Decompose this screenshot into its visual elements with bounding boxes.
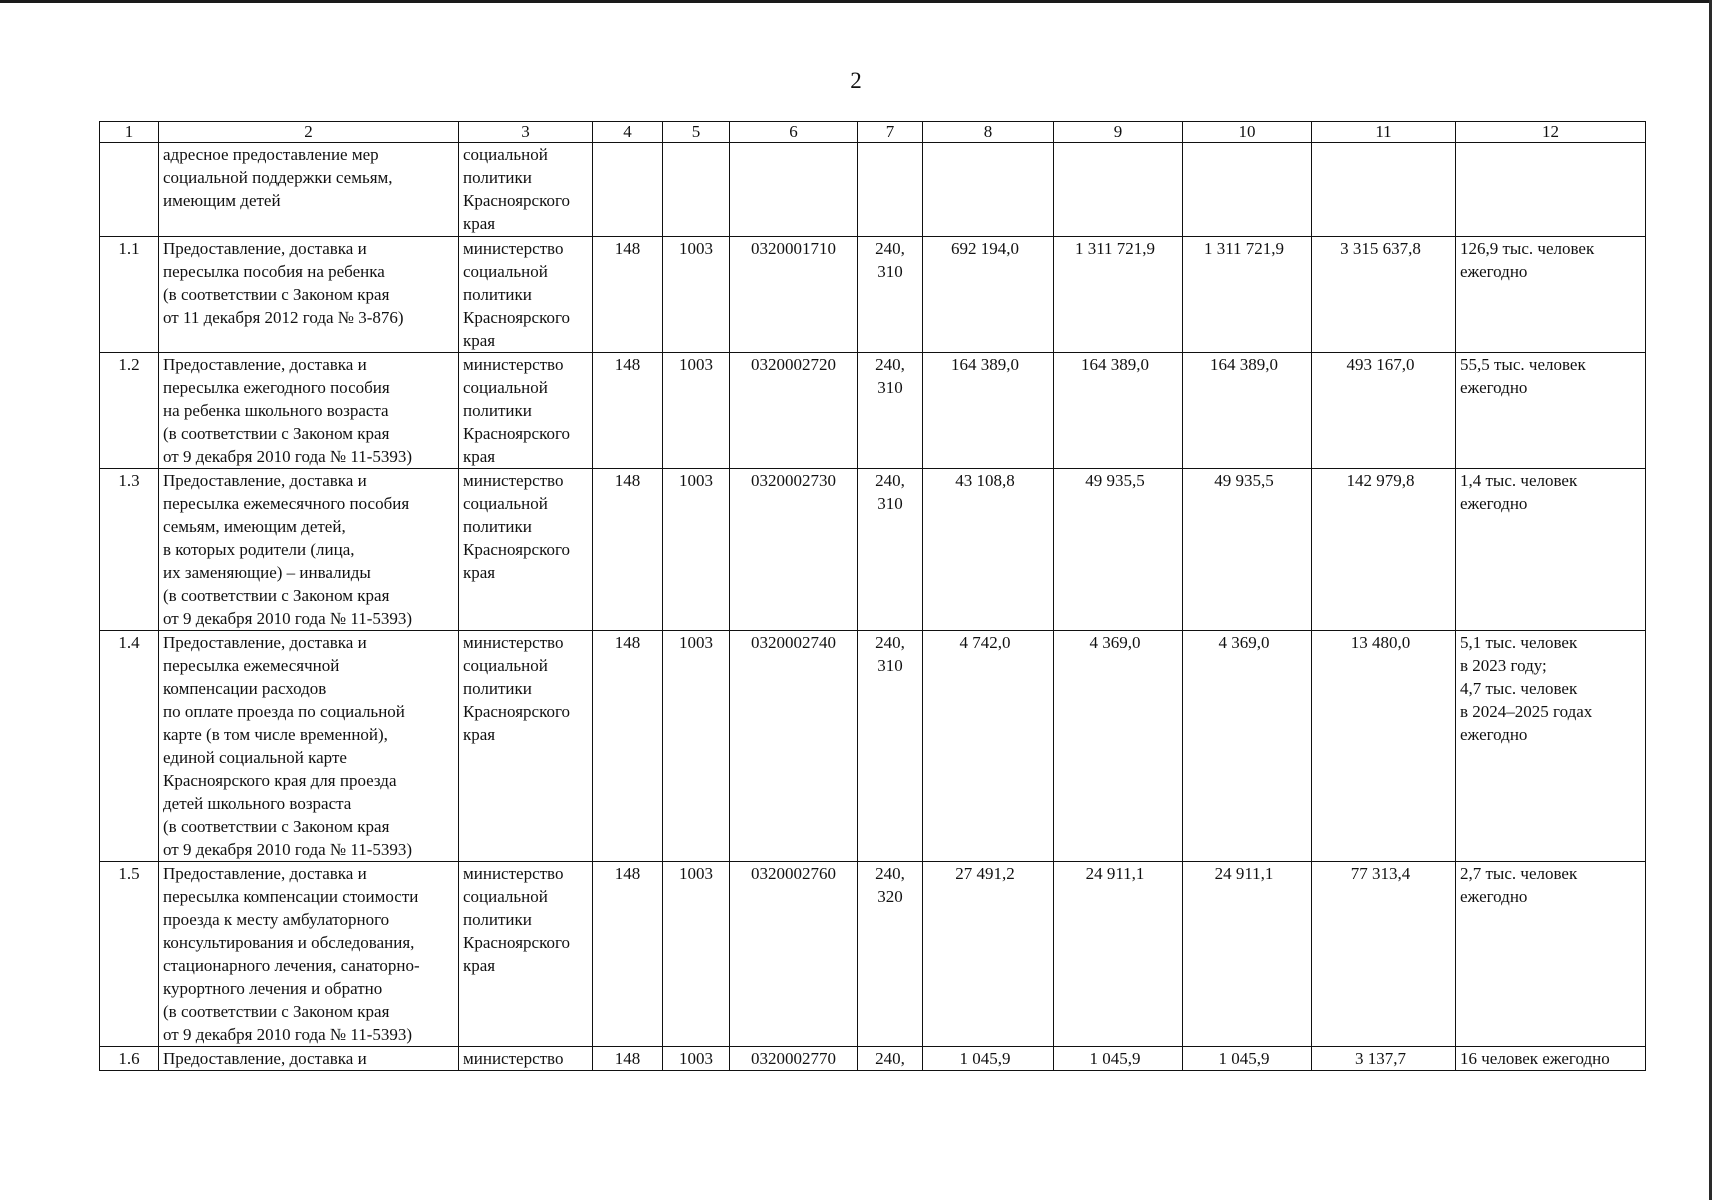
page-number: 2	[850, 68, 862, 93]
description-cell: Предоставление, доставка и пересылка ежегодного пособия на ребенка школьного возраста (в соответствии с Законом края от 9 декабря 2010 года № 11-5393)	[159, 353, 459, 469]
amount-2023-cell: 27 491,2	[923, 862, 1054, 1047]
target-code-cell: 0320002730	[730, 469, 858, 631]
admin-code-cell: 148	[593, 469, 663, 631]
amount-2025-cell: 49 935,5	[1183, 469, 1312, 631]
header-row	[100, 122, 1646, 143]
amount-2024-cell: 164 389,0	[1054, 353, 1183, 469]
row-number-cell: 1.3	[100, 469, 159, 631]
agency-cell: министерство социальной политики Красноярского края	[459, 237, 593, 353]
amount-2023-cell: 4 742,0	[923, 631, 1054, 862]
empty-cell	[663, 143, 730, 237]
expense-type-cell: 240, 310	[858, 353, 923, 469]
result-cell: 126,9 тыс. человек ежегодно	[1456, 237, 1646, 353]
row-number-cell: 1.2	[100, 353, 159, 469]
expense-type-cell: 240, 320	[858, 862, 923, 1047]
table-row	[100, 862, 1646, 1047]
amount-total-cell: 142 979,8	[1312, 469, 1456, 631]
empty-cell	[1312, 143, 1456, 237]
amount-2025-cell: 1 311 721,9	[1183, 237, 1312, 353]
row-number-cell: 1.1	[100, 237, 159, 353]
empty-cell	[593, 143, 663, 237]
result-cell: 2,7 тыс. человек ежегодно	[1456, 862, 1646, 1047]
amount-2025-cell: 24 911,1	[1183, 862, 1312, 1047]
empty-cell	[923, 143, 1054, 237]
admin-code-cell: 148	[593, 862, 663, 1047]
admin-code-cell: 148	[593, 1047, 663, 1071]
empty-cell	[730, 143, 858, 237]
column-number: 10	[1183, 122, 1312, 143]
section-code-cell: 1003	[663, 631, 730, 862]
row-number-cell: 1.5	[100, 862, 159, 1047]
section-code-cell: 1003	[663, 469, 730, 631]
target-code-cell: 0320002760	[730, 862, 858, 1047]
column-number: 3	[459, 122, 593, 143]
column-number: 5	[663, 122, 730, 143]
empty-cell	[1054, 143, 1183, 237]
description-cell: Предоставление, доставка и пересылка ежемесячного пособия семьям, имеющим детей, в которых родители (лица, их заменяющие) – инвалиды (в соответствии с Законом края от 9 декабря 2010 года № 11-5393)	[159, 469, 459, 631]
result-cell: 55,5 тыс. человек ежегодно	[1456, 353, 1646, 469]
agency-cell: министерство	[459, 1047, 593, 1071]
amount-2025-cell: 1 045,9	[1183, 1047, 1312, 1071]
expense-type-cell: 240, 310	[858, 237, 923, 353]
continuation-row	[100, 143, 1646, 237]
amount-2024-cell: 1 045,9	[1054, 1047, 1183, 1071]
description-cell: Предоставление, доставка и пересылка компенсации стоимости проезда к месту амбулаторного консультирования и обследования, стационарного лечения, санаторно- курортного лечения и обратно (в соответствии с Законом края от 9 декабря 2010 года № 11-5393)	[159, 862, 459, 1047]
result-cell: 16 человек ежегодно	[1456, 1047, 1646, 1071]
amount-2024-cell: 4 369,0	[1054, 631, 1183, 862]
column-number: 11	[1312, 122, 1456, 143]
column-number: 12	[1456, 122, 1646, 143]
amount-total-cell: 3 315 637,8	[1312, 237, 1456, 353]
agency-cell: министерство социальной политики Красноярского края	[459, 631, 593, 862]
target-code-cell: 0320001710	[730, 237, 858, 353]
admin-code-cell: 148	[593, 631, 663, 862]
budget-table	[99, 121, 1646, 1071]
section-code-cell: 1003	[663, 353, 730, 469]
amount-2023-cell: 164 389,0	[923, 353, 1054, 469]
row-number-cell: 1.6	[100, 1047, 159, 1071]
admin-code-cell: 148	[593, 353, 663, 469]
expense-type-cell: 240, 310	[858, 469, 923, 631]
column-number: 7	[858, 122, 923, 143]
amount-2023-cell: 43 108,8	[923, 469, 1054, 631]
column-number: 9	[1054, 122, 1183, 143]
description-cell: Предоставление, доставка и пересылка ежемесячной компенсации расходов по оплате проезда по социальной карте (в том числе временной), единой социальной карте Красноярского края для проезда детей школьного возраста (в соответствии с Законом края от 9 декабря 2010 года № 11-5393)	[159, 631, 459, 862]
table-row	[100, 1047, 1646, 1071]
agency-cell: министерство социальной политики Красноярского края	[459, 353, 593, 469]
amount-total-cell: 77 313,4	[1312, 862, 1456, 1047]
column-number: 6	[730, 122, 858, 143]
amount-2025-cell: 164 389,0	[1183, 353, 1312, 469]
empty-cell	[858, 143, 923, 237]
amount-2023-cell: 1 045,9	[923, 1047, 1054, 1071]
empty-cell	[1183, 143, 1312, 237]
table-row	[100, 237, 1646, 353]
target-code-cell: 0320002720	[730, 353, 858, 469]
agency-cell: социальной политики Красноярского края	[459, 143, 593, 237]
empty-cell	[1456, 143, 1646, 237]
amount-total-cell: 3 137,7	[1312, 1047, 1456, 1071]
result-cell: 1,4 тыс. человек ежегодно	[1456, 469, 1646, 631]
amount-2023-cell: 692 194,0	[923, 237, 1054, 353]
description-cell: Предоставление, доставка и пересылка пособия на ребенка (в соответствии с Законом края от 11 декабря 2012 года № 3-876)	[159, 237, 459, 353]
expense-type-cell: 240, 310	[858, 631, 923, 862]
result-cell: 5,1 тыс. человек в 2023 году; 4,7 тыс. человек в 2024–2025 годах ежегодно	[1456, 631, 1646, 862]
section-code-cell: 1003	[663, 862, 730, 1047]
scan-edge-top	[0, 0, 1712, 3]
table-row	[100, 469, 1646, 631]
description-cell: Предоставление, доставка и	[159, 1047, 459, 1071]
amount-2024-cell: 24 911,1	[1054, 862, 1183, 1047]
table-row	[100, 631, 1646, 862]
expense-type-cell: 240,	[858, 1047, 923, 1071]
amount-total-cell: 13 480,0	[1312, 631, 1456, 862]
agency-cell: министерство социальной политики Красноярского края	[459, 469, 593, 631]
column-number: 2	[159, 122, 459, 143]
section-code-cell: 1003	[663, 237, 730, 353]
column-number: 1	[100, 122, 159, 143]
agency-cell: министерство социальной политики Красноярского края	[459, 862, 593, 1047]
table-row	[100, 353, 1646, 469]
description-cell: адресное предоставление мер социальной поддержки семьям, имеющим детей	[159, 143, 459, 237]
target-code-cell: 0320002740	[730, 631, 858, 862]
column-number: 4	[593, 122, 663, 143]
amount-2024-cell: 1 311 721,9	[1054, 237, 1183, 353]
section-code-cell: 1003	[663, 1047, 730, 1071]
target-code-cell: 0320002770	[730, 1047, 858, 1071]
admin-code-cell: 148	[593, 237, 663, 353]
amount-2025-cell: 4 369,0	[1183, 631, 1312, 862]
amount-2024-cell: 49 935,5	[1054, 469, 1183, 631]
amount-total-cell: 493 167,0	[1312, 353, 1456, 469]
row-number-cell: 1.4	[100, 631, 159, 862]
row-number-cell	[100, 143, 159, 237]
column-number: 8	[923, 122, 1054, 143]
